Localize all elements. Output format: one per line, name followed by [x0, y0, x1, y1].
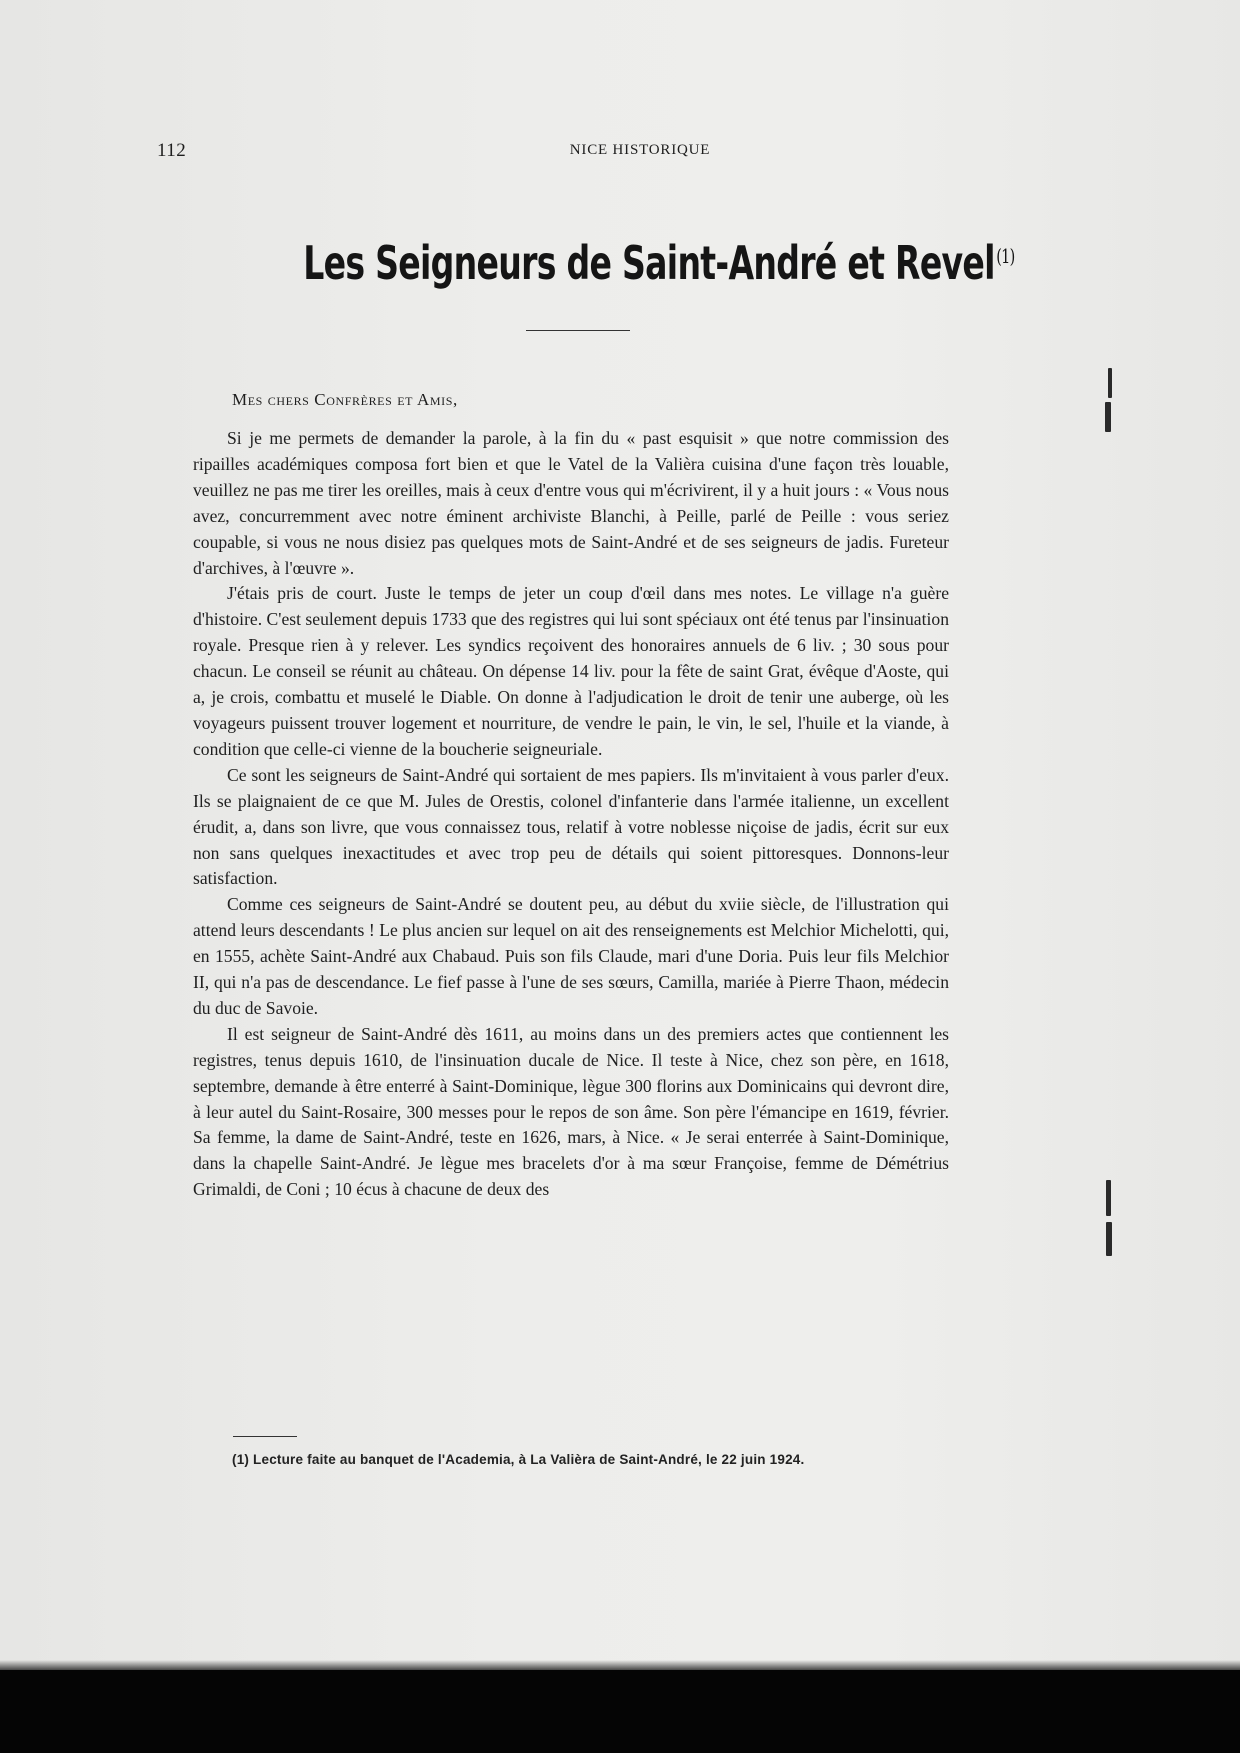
binding-mark-lower	[1106, 1180, 1111, 1216]
footnote: (1) Lecture faite au banquet de l'Academia, à La Valièra de Saint-André, le 22 juin 1924.	[232, 1452, 805, 1467]
scan-bottom-band	[0, 1670, 1240, 1753]
paragraph: Il est seigneur de Saint-André dès 1611, au moins dans un des premiers actes que contiennent les registres, tenus depuis 1610, de l'insinuation ducale de Nice. Il teste à Nice, chez son père, en 1618, septembre, demande à être enterré à Saint-Dominique, lègue 300 florins aux Dominicains qui devront dire, à leur autel du Saint-Rosaire, 300 messes pour le repos de son âme. Son père l'émancipe en 1619, février. Sa femme, la dame de Saint-André, teste en 1626, mars, à Nice. « Je serai enterrée à Saint-Dominique, dans la chapelle Saint-André. Je lègue mes bracelets d'or à ma sœur Françoise, femme de Démétrius Grimaldi, de Coni ; 10 écus à chacune de deux des	[193, 1023, 949, 1200]
article-body	[193, 426, 949, 1203]
paragraph: Si je me permets de demander la parole, à la fin du « past esquisit » que notre commission des ripailles académiques composa fort bien et que le Vatel de la Valièra cuisina d'une façon très louable, veuillez ne pas me tirer les oreilles, mais à ceux d'entre vous qui m'écrivirent, il y a huit jours : « Vous nous avez, concurremment avec notre éminent archiviste Blanchi, à Peille, parlé de Peille : vous seriez coupable, si vous ne nous disiez pas quelques mots de Saint-André et de ses seigneurs de jadis. Fureteur d'archives, à l'œuvre ».	[193, 428, 949, 578]
page-header	[0, 140, 1240, 170]
binding-mark-lower-2	[1106, 1222, 1112, 1256]
article-title-text: Les Seigneurs de Saint-André et Revel	[303, 236, 995, 290]
title-divider	[526, 330, 630, 331]
running-title: NICE HISTORIQUE	[569, 142, 711, 158]
binding-mark-upper	[1108, 368, 1112, 398]
paragraph: Comme ces seigneurs de Saint-André se doutent peu, au début du xviie siècle, de l'illustration qui attend leurs descendants ! Le plus ancien sur lequel on ait des renseignements est Melchior Michelotti, qui, en 1555, achète Saint-André aux Chabaud. Puis son fils Claude, mari d'une Doria. Puis leur fils Melchior II, qui n'a pas de descendance. Le fief passe à l'une de ses sœurs, Camilla, mariée à Pierre Thaon, médecin du duc de Savoie.	[193, 894, 949, 1018]
page-number: 112	[157, 140, 187, 161]
salutation: Mes chers Confrères et Amis,	[232, 390, 458, 409]
article-title	[303, 236, 1015, 290]
paragraph: J'étais pris de court. Juste le temps de jeter un coup d'œil dans mes notes. Le village n'a guère d'histoire. C'est seulement depuis 1733 que des registres qui lui sont spéciaux ont été tenus par l'insinuation royale. Presque rien à y relever. Les syndics reçoivent des honoraires annuels de 6 liv. ; 30 sous pour chacun. Le conseil se réunit au château. On dépense 14 liv. pour la fête de saint Grat, évêque d'Aoste, qui a, je crois, combattu et muselé le Diable. On donne à l'adjudication le droit de tenir une auberge, où les voyageurs puissent trouver logement et nourriture, de vendre le pain, le vin, le sel, l'huile et la viande, à condition que celle-ci vienne de la boucherie seigneuriale.	[193, 583, 949, 759]
footnote-divider	[233, 1436, 297, 1437]
binding-mark-upper-2	[1105, 402, 1111, 432]
paragraph: Ce sont les seigneurs de Saint-André qui sortaient de mes papiers. Ils m'invitaient à vous parler d'eux. Ils se plaignaient de ce que M. Jules de Orestis, colonel d'infanterie dans l'armée italienne, un excellent érudit, a, dans son livre, que vous connaissez tous, relatif à votre noblesse niçoise de jadis, écrit sur eux non sans quelques inexactitudes et avec trop peu de détails qui soient pittoresques. Donnons-leur satisfaction.	[193, 764, 949, 889]
title-footnote-marker: (1)	[996, 243, 1015, 268]
